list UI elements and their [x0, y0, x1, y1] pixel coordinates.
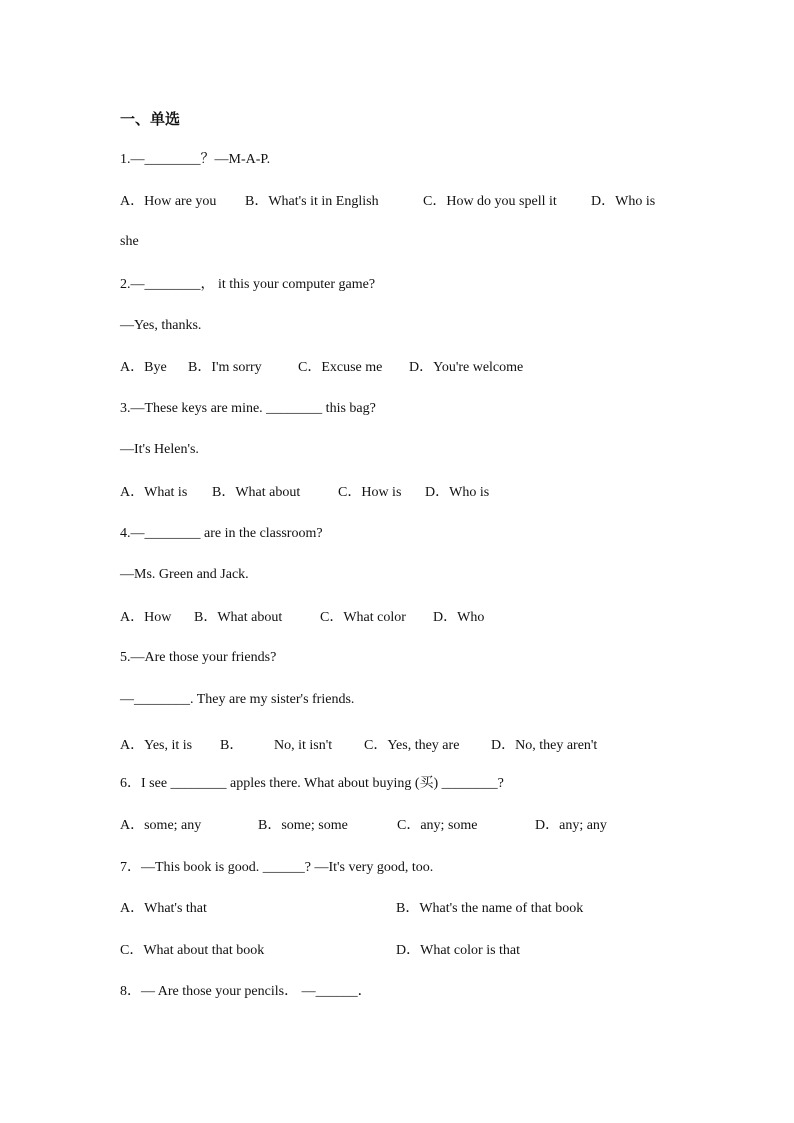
question-6-option-a: A．some; any — [120, 818, 202, 833]
question-5-option-a: A．Yes, it is — [120, 738, 193, 753]
question-2-option-a: A．Bye — [120, 360, 167, 375]
section-title: 一、单选 — [120, 110, 181, 128]
question-3-option-d: D．Who is — [425, 485, 490, 500]
question-7-option-b: B．What's the name of that book — [396, 901, 584, 916]
question-5-option-b-text: No, it isn't — [274, 738, 333, 753]
question-4-response: —Ms. Green and Jack. — [120, 567, 249, 582]
question-2-option-d: D．You're welcome — [409, 360, 524, 375]
question-5-option-c: C．Yes, they are — [364, 738, 460, 753]
question-3-stem: 3.—These keys are mine. ________ this bag? — [120, 401, 376, 416]
question-6-stem: 6．I see ________ apples there. What about buying (买) ________? — [120, 776, 504, 791]
question-2-response: —Yes, thanks. — [120, 318, 202, 333]
question-8-stem: 8．— Are those your pencils． —______． — [120, 984, 372, 999]
question-6-option-b: B．some; some — [258, 818, 348, 833]
question-3-response: —It's Helen's. — [120, 442, 199, 457]
question-6-option-c: C．any; some — [397, 818, 478, 833]
question-3-option-b: B．What about — [212, 485, 301, 500]
question-6-option-d: D．any; any — [535, 818, 607, 833]
question-3-option-c: C．How is — [338, 485, 402, 500]
question-4-option-b: B．What about — [194, 610, 283, 625]
question-4-stem: 4.—________ are in the classroom? — [120, 526, 323, 541]
question-5-option-b: B． — [220, 738, 244, 753]
question-4-option-a: A．How — [120, 610, 172, 625]
question-2-stem: 2.—________， it this your computer game? — [120, 277, 376, 292]
question-5-stem: 5.—Are those your friends? — [120, 650, 277, 665]
question-2-option-b: B．I'm sorry — [188, 360, 262, 375]
question-1-stem: 1.—________？—M-A-P. — [120, 152, 271, 167]
question-4-option-d: D．Who — [433, 610, 485, 625]
question-7-option-d: D．What color is that — [396, 943, 521, 958]
question-1-option-b: B．What's it in English — [245, 194, 379, 209]
question-1-option-c: C．How do you spell it — [423, 194, 557, 209]
question-7-option-c: C．What about that book — [120, 943, 265, 958]
question-1-option-d: D．Who is — [591, 194, 656, 209]
question-1-option-d-overflow: she — [120, 234, 139, 249]
question-2-option-c: C．Excuse me — [298, 360, 383, 375]
question-4-option-c: C．What color — [320, 610, 406, 625]
question-1-option-a: A．How are you — [120, 194, 217, 209]
question-7-stem: 7．—This book is good. ______? —It's very good, too. — [120, 860, 434, 875]
question-7-option-a: A．What's that — [120, 901, 207, 916]
question-3-option-a: A．What is — [120, 485, 188, 500]
question-5-response: —________. They are my sister's friends. — [120, 692, 355, 707]
question-5-option-d: D．No, they aren't — [491, 738, 598, 753]
